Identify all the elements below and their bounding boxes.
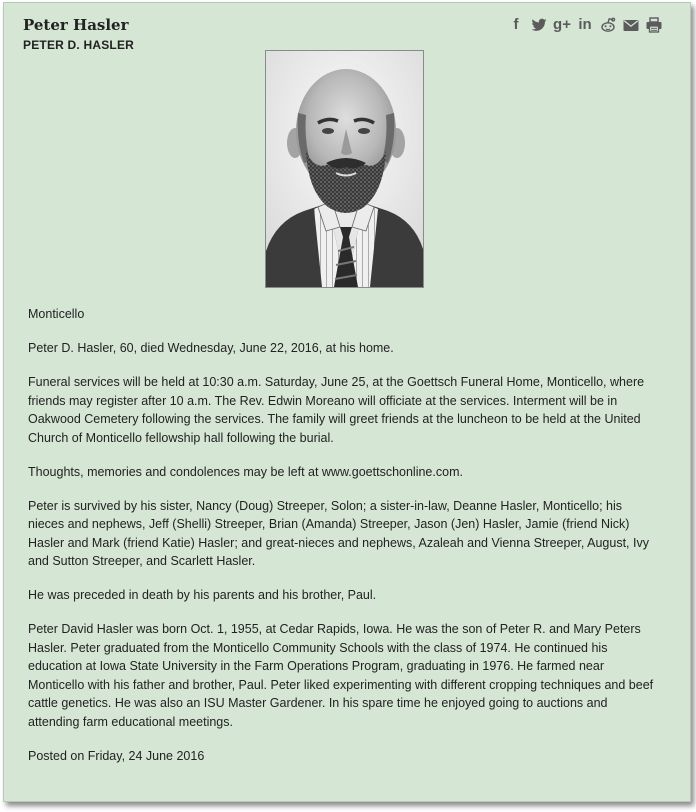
obituary-card xyxy=(3,2,691,802)
facebook-icon[interactable]: f xyxy=(513,16,519,33)
paragraph: He was preceded in death by his parents and his brother, Paul. xyxy=(28,588,377,602)
google-plus-icon[interactable]: g+ xyxy=(553,16,571,33)
paragraph: Thoughts, memories and condolences may be left at www.goettschonline.com. xyxy=(28,464,463,479)
linkedin-icon[interactable]: in xyxy=(578,16,592,33)
posted-date: Posted on Friday, 24 June 2016 xyxy=(28,748,205,763)
paragraph: Peter D. Hasler, 60, died Wednesday, June 22, 2016, at his home. xyxy=(28,341,394,355)
paragraph: Funeral services will be held at 10:30 a.m. Saturday, June 25, at the Goettsch Funeral Home, Monticello, where friends may register after 10 a.m. The Rev. Edwin Moreano will officiate at the services. Interment will be in Oakwood Cemetery following the services. The family will greet friends at the luncheon to be held at the United Church of Monticello fellowship hall following the burial. xyxy=(28,375,645,445)
paragraph: Peter is survived by his sister, Nancy (Doug) Streeper, Solon; a sister-in-law, Deanne Hasler, Monticello; his nieces and nephews, Jeff (Shelli) Streeper, Brian (Amanda) Streeper, Jason (Jen) Hasler, Jamie (friend Nick) Hasler and Mark (friend Katie) Hasler; and great-nieces and nephews, Azaleah and Vienna Streeper, August, Ivy and Sutton Streeper, and Scarlett Hasler. xyxy=(28,498,649,568)
portrait-photo xyxy=(265,50,424,288)
paragraph: Peter David Hasler was born Oct. 1, 1955, at Cedar Rapids, Iowa. He was the son of Peter R. and Mary Peters Hasler. Peter graduated from the Monticello Community Schools with the class of 1974. He continued his education at Iowa State University in the Farm Operations Program, graduating in 1976. He farmed near Monticello with his father and brother, Paul. Peter liked experimenting with different cropping techniques and beef cattle genetics. He was also an ISU Master Gardener. In his spare time he enjoyed going to auctions and attending farm educational meetings. xyxy=(28,622,654,729)
twitter-icon[interactable] xyxy=(531,16,547,33)
share-toolbar xyxy=(508,16,662,33)
obituary-name: Peter Hasler xyxy=(23,16,129,34)
location-line: Monticello xyxy=(28,307,85,321)
reddit-icon[interactable] xyxy=(600,16,616,33)
obituary-full-name: PETER D. HASLER xyxy=(23,38,135,52)
email-icon[interactable] xyxy=(623,16,639,33)
print-icon[interactable] xyxy=(646,16,662,33)
obituary-text xyxy=(28,305,656,781)
